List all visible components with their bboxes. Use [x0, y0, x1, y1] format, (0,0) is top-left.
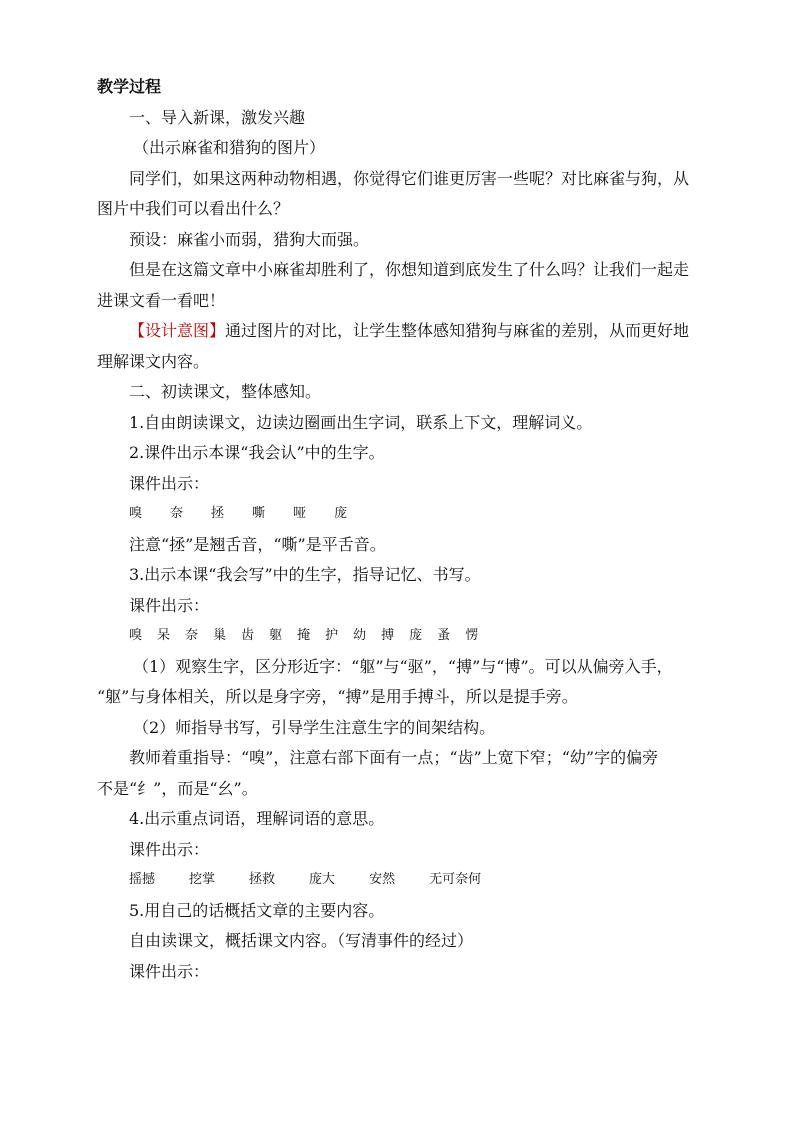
paragraph: 理解课文内容。 [97, 351, 210, 371]
key-words [97, 865, 697, 896]
paragraph: 自由读课文，概括课文内容。（写清事件的经过） [129, 931, 474, 950]
section-1-note: （出示麻雀和猎狗的图片） [133, 138, 326, 157]
word: 庞大 [309, 872, 336, 887]
paragraph: 同学们，如果这两种动物相遇，你觉得它们谁更厉害一些呢？对比麻雀与狗，从 [129, 168, 690, 188]
courseware-label: 课件出示： [129, 839, 210, 859]
write-chars [97, 621, 697, 652]
char: 呆 [157, 628, 171, 643]
step-3: 3.出示本课“我会写”中的生字，指导记忆、书写。 [129, 565, 481, 584]
paragraph: 教师着重指导：“嗅”，注意右部下面有一点；“齿”上宽下窄；“幼”字的偏旁 [129, 748, 659, 767]
courseware-label: 课件出示： [129, 473, 210, 493]
step-5: 5.用自己的话概括文章的主要内容。 [129, 900, 385, 920]
word: 无可奈何 [429, 872, 482, 887]
paragraph: （1）观察生字，区分形近字：“躯”与“驱”，“搏”与“博”。可以从偏旁入手， [133, 656, 673, 676]
step-4: 4.出示重点词语，理解词语的意思。 [129, 809, 385, 828]
paragraph: 但是在这篇文章中小麻雀却胜利了，你想知道到底发生了什么吗？让我们一起走 [129, 260, 690, 279]
word: 安然 [369, 872, 396, 887]
char: 巢 [213, 628, 227, 643]
recognize-chars [97, 499, 697, 530]
char: 躯 [269, 628, 283, 643]
section-1-title: 一、导入新课，激发兴趣 [129, 107, 306, 127]
char: 蚤 [437, 628, 451, 643]
word: 摇撼 [129, 872, 156, 887]
design-intent-text: 通过图片的对比，让学生整体感知猎狗与麻雀的差别，从而更好地 [225, 321, 690, 340]
paragraph: “躯”与身体相关，所以是身字旁，“搏”是用手搏斗，所以是提手旁。 [97, 687, 578, 706]
char: 护 [325, 628, 339, 643]
design-intent [97, 316, 697, 347]
char: 庞 [334, 506, 348, 521]
char: 嗅 [129, 628, 143, 643]
char: 哑 [293, 506, 307, 521]
word: 挖掌 [189, 872, 216, 887]
char: 愣 [465, 628, 479, 643]
char: 嘶 [252, 506, 266, 521]
char: 幼 [353, 628, 367, 643]
char: 搏 [381, 628, 395, 643]
char: 奈 [185, 628, 199, 643]
design-intent-tag: 【设计意图】 [129, 321, 226, 340]
paragraph: 不是“纟”，而是“幺”。 [97, 778, 258, 798]
paragraph: （2）师指导书写，引导学生注意生字的间架结构。 [133, 717, 496, 737]
char: 庞 [409, 628, 423, 643]
word: 拯救 [249, 872, 276, 887]
section-2-title: 二、初读课文，整体感知。 [129, 382, 322, 401]
paragraph: 图片中我们可以看出什么？ [97, 199, 290, 218]
courseware-label: 课件出示： [129, 595, 210, 615]
char: 拯 [211, 506, 225, 521]
char: 嗅 [129, 506, 143, 521]
char: 奈 [170, 506, 184, 521]
paragraph: 预设：麻雀小而弱，猎狗大而强。 [129, 229, 370, 249]
paragraph: 进课文看一看吧！ [97, 290, 226, 310]
doc-heading: 教学过程 [97, 77, 162, 96]
pronunciation-note: 注意“拯”是翘舌音，“嘶”是平舌音。 [129, 534, 386, 554]
step-1: 1.自由朗读课文，边读边圈画出生字词，联系上下文，理解词义。 [129, 412, 593, 432]
char: 掩 [297, 628, 311, 643]
char: 齿 [241, 628, 255, 643]
step-2: 2.课件出示本课“我会认”中的生字。 [129, 443, 385, 462]
document-body [97, 72, 697, 987]
courseware-label: 课件出示： [129, 961, 210, 981]
